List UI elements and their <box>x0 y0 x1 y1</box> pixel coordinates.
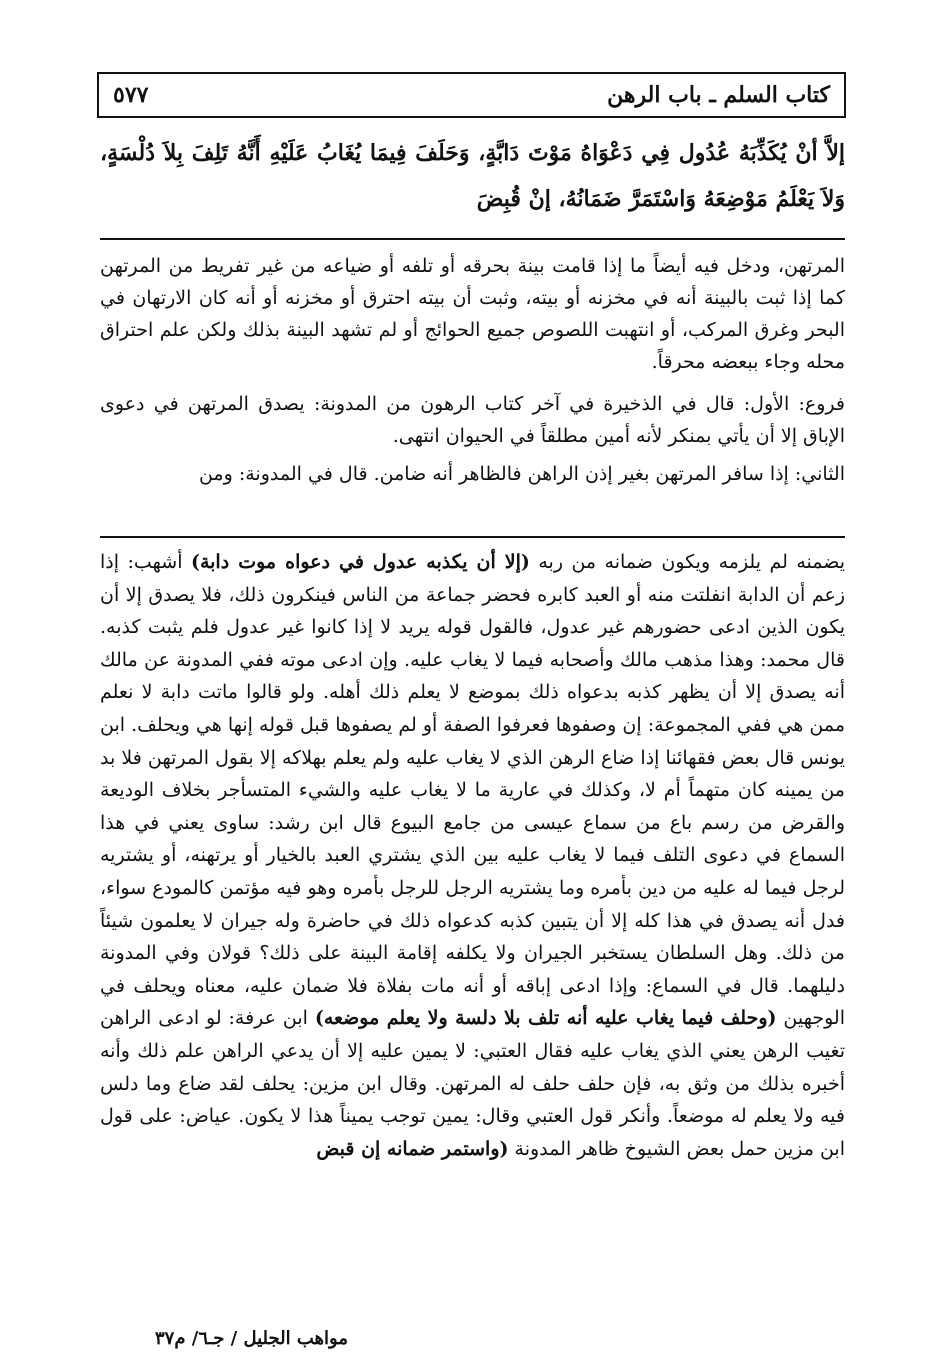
page-header <box>97 72 846 118</box>
text-run: ابن عرفة: لو ادعى الراهن تغيب الرهن يعني الذي يغاب عليه فقال العتبي: لا يمين عليه إلا أن يدعي الراهن علم ذلك وأنه أخبره بذلك من وثق به، فإن حلف حلف له المرتهن. وقال ابن مزين: يحلف لقد ضاع وما دلس فيه ولا يعلم له موضعاً. وأنكر قول العتبي وقال: يمين توجب يميناً هذا لا يكون. عياض: على قول ابن مزين حمل بعض الشيوخ ظاهر المدونة <box>100 1007 845 1160</box>
matn-quote: (إلا أن يكذبه عدول في دعواه موت دابة) <box>190 551 530 573</box>
header-title: كتاب السلم ـ باب الرهن <box>607 82 830 108</box>
text-run: يضمنه لم يلزمه ويكون ضمانه من ربه <box>538 551 846 573</box>
divider-middle <box>100 536 845 538</box>
main-commentary <box>100 546 845 1165</box>
page-number: ٥٧٧ <box>113 82 149 108</box>
second-branch-paragraph: الثاني: إذا سافر المرتهن بغير إذن الراهن فالظاهر أنه ضامن. قال في المدونة: ومن <box>198 463 845 485</box>
commentary-body <box>100 546 845 1165</box>
matn-quote: (واستمر ضمانه إن قبض <box>316 1137 509 1160</box>
page-footer: مواهب الجليل / جـ٦/ م٣٧ <box>154 1328 348 1349</box>
furu-paragraph: فروع: الأول: قال في الذخيرة في آخر كتاب الرهون من المدونة: يصدق المرتهن في دعوى الإباق إلا أن يأتي بمنكر لأنه أمين مطلقاً في الحيوان انتهى. <box>100 393 845 447</box>
matn-quote: (وحلف فيما يغاب عليه أنه تلف بلا دلسة ولا يعلم موضعه) <box>314 1007 777 1030</box>
secondary-commentary <box>100 250 845 490</box>
commentary-paragraph: المرتهن، ودخل فيه أيضاً ما إذا قامت بينة بحرقه أو تلفه أو ضياعه من غير تفريط من المرتهن كما إذا ثبت بالبينة أنه في مخزنه أو بيته، وثبت أن بيته احترق أو مخزنه أو أنه كان الارتهان في البحر وغرق المركب، أو انتهبت اللصوص جميع الحوائج أو لم تشهد البينة بذلك ولكن علم احتراق محله وجاء ببعضه محرقاً. <box>100 255 845 373</box>
divider-top <box>100 238 845 240</box>
text-run: أشهب: إذا زعم أن الدابة انفلتت منه أو العبد كابره فحضر جماعة من الناس فينكرون ذلك، فلا يصدق إلا أن يكون الذين ادعى حضورهم غير عدول، فالقول قوله يريد لا إذا كانوا غير عدول فلم يثبت كذبه. قال محمد: وهذا مذهب مالك وأصحابه فيما لا يغاب عليه. وإن ادعى موته ففي المدونة عن مالك أنه يصدق إلا أن يظهر كذبه بدعواه ذلك بموضع لا يعلم ذلك أهله. ولو قالوا ماتت دابة لا نعلم ممن هي ففي المجموعة: إن وصفوها فعرفوا الصفة أو لم يصفوها قبل قوله إنها هي ويحلف. ابن يونس قال بعض فقهائنا إذا ضاع الرهن الذي لا يغاب عليه ولم يعلم بهلاكه إلا بقول المرتهن فلا بد من يمينه كان متهماً أم لا، وكذلك في عارية ما لا يغاب عليه والشيء المتسأجر بخلاف الوديعة والقرض من رسم باع من سماع عيسى من جامع البيوع قال ابن رشد: ساوى يعني في هذا السماع في دعوى التلف فيما لا يغاب عليه بين الذي يشتري العبد بالخيار أو يرتهنه، أو يشتريه لرجل فيما له عليه من دين بأمره وما يشتريه الرجل للرجل بأمره وهو فيه مؤتمن كالمودع سواء، فدل أنه يصدق في هذا كله إلا أن يتبين كذبه كدعواه ذلك في حاضرة وله جيران لا يعلمون شيئاً من ذلك. وهل السلطان يستخبر الجيران ولا يكلفه إقامة البينة على ذلك؟ قولان وفي المدونة دليلهما. قال في السماع: وإذا ادعى إباقه أو أنه مات بفلاة فلا ضمان عليه، معناه ويحلف في الوجهين <box>100 551 846 1030</box>
matn-text: إلاَّ أنْ يُكَذِّبَهُ عُدُول فِي دَعْوَاهُ مَوْتَ دَابَّةٍ، وَحَلَفَ فِيمَا يُغَابُ عَلَيْهِ أَنَّهُ تَلِفَ بِلاَ دُلْسَةٍ، وَلاَ يَعْلَمُ مَوْضِعَهُ وَاسْتَمَرَّ ضَمَانُهُ، إنْ قُبِضَ <box>100 140 845 212</box>
